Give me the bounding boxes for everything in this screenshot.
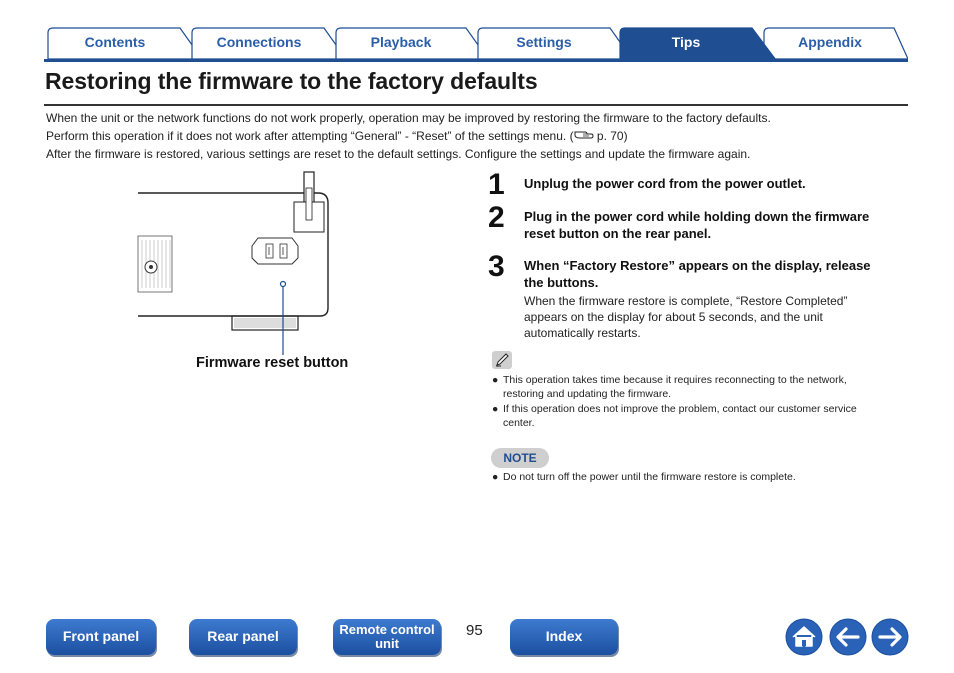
tab-settings[interactable]: Settings	[516, 34, 572, 50]
tab-tips[interactable]: Tips	[671, 34, 701, 50]
tab-connections[interactable]: Connections	[216, 34, 302, 50]
front-panel-button[interactable]: Front panel	[46, 619, 156, 655]
remote-control-unit-button[interactable]: Remote control unit	[333, 619, 441, 655]
memo-bullet: ● This operation takes time because it requires reconnecting to the network, restoring and updating the firmware.	[492, 373, 882, 401]
tab-rule	[44, 59, 908, 62]
step-3-detail: When the firmware restore is complete, “Restore Completed” appears on the display for about 5 seconds, and the unit automatically restarts.	[524, 294, 848, 340]
note-bullet: ● Do not turn off the power until the firmware restore is complete.	[492, 470, 882, 484]
page-title: Restoring the firmware to the factory defaults	[45, 68, 538, 94]
step-2-number: 2	[488, 201, 504, 234]
reference-hand-icon	[574, 129, 594, 141]
memo-bullet-text: This operation takes time because it requires reconnecting to the network, restoring and updating the firmware.	[503, 374, 847, 400]
intro-line-2-text: Perform this operation if it does not work after attempting “General” - “Reset” of the settings menu. (	[46, 129, 574, 143]
step-3-text: When “Factory Restore” appears on the display, release the buttons.	[524, 258, 871, 290]
tab-playback[interactable]: Playback	[370, 34, 432, 50]
step-3-number: 3	[488, 250, 504, 283]
step-1-number: 1	[488, 168, 504, 201]
rear-panel-button[interactable]: Rear panel	[189, 619, 297, 655]
tab-bar	[44, 27, 908, 61]
forward-arrow-icon[interactable]	[871, 618, 909, 656]
home-icon[interactable]	[785, 618, 823, 656]
intro-page-ref[interactable]: p. 70)	[596, 129, 628, 143]
intro-line-3: After the firmware is restored, various settings are reset to the default settings. Configure the settings and update the firmware again.	[46, 147, 751, 161]
intro-line-2	[46, 129, 628, 143]
note-bullet-text: Do not turn off the power until the firmware restore is complete.	[503, 471, 796, 483]
index-button[interactable]: Index	[510, 619, 618, 655]
back-arrow-icon[interactable]	[829, 618, 867, 656]
step-1-text: Unplug the power cord from the power outlet.	[524, 176, 806, 191]
tab-contents[interactable]: Contents	[84, 34, 146, 50]
step-2-text: Plug in the power cord while holding down the firmware reset button on the rear panel.	[524, 209, 870, 241]
pencil-memo-icon	[492, 351, 512, 369]
memo-bullet-text: If this operation does not improve the problem, contact our customer service center.	[503, 403, 857, 429]
memo-bullet: ● If this operation does not improve the problem, contact our customer service center.	[492, 402, 882, 430]
firmware-reset-button-label: Firmware reset button	[196, 355, 349, 371]
tab-appendix[interactable]: Appendix	[798, 34, 862, 50]
rear-panel-illustration	[130, 168, 380, 368]
note-badge: NOTE	[491, 448, 549, 468]
page-number: 95	[466, 622, 483, 639]
title-divider	[44, 104, 908, 106]
intro-line-1: When the unit or the network functions do not work properly, operation may be improved by restoring the firmware to the factory defaults.	[46, 111, 771, 125]
